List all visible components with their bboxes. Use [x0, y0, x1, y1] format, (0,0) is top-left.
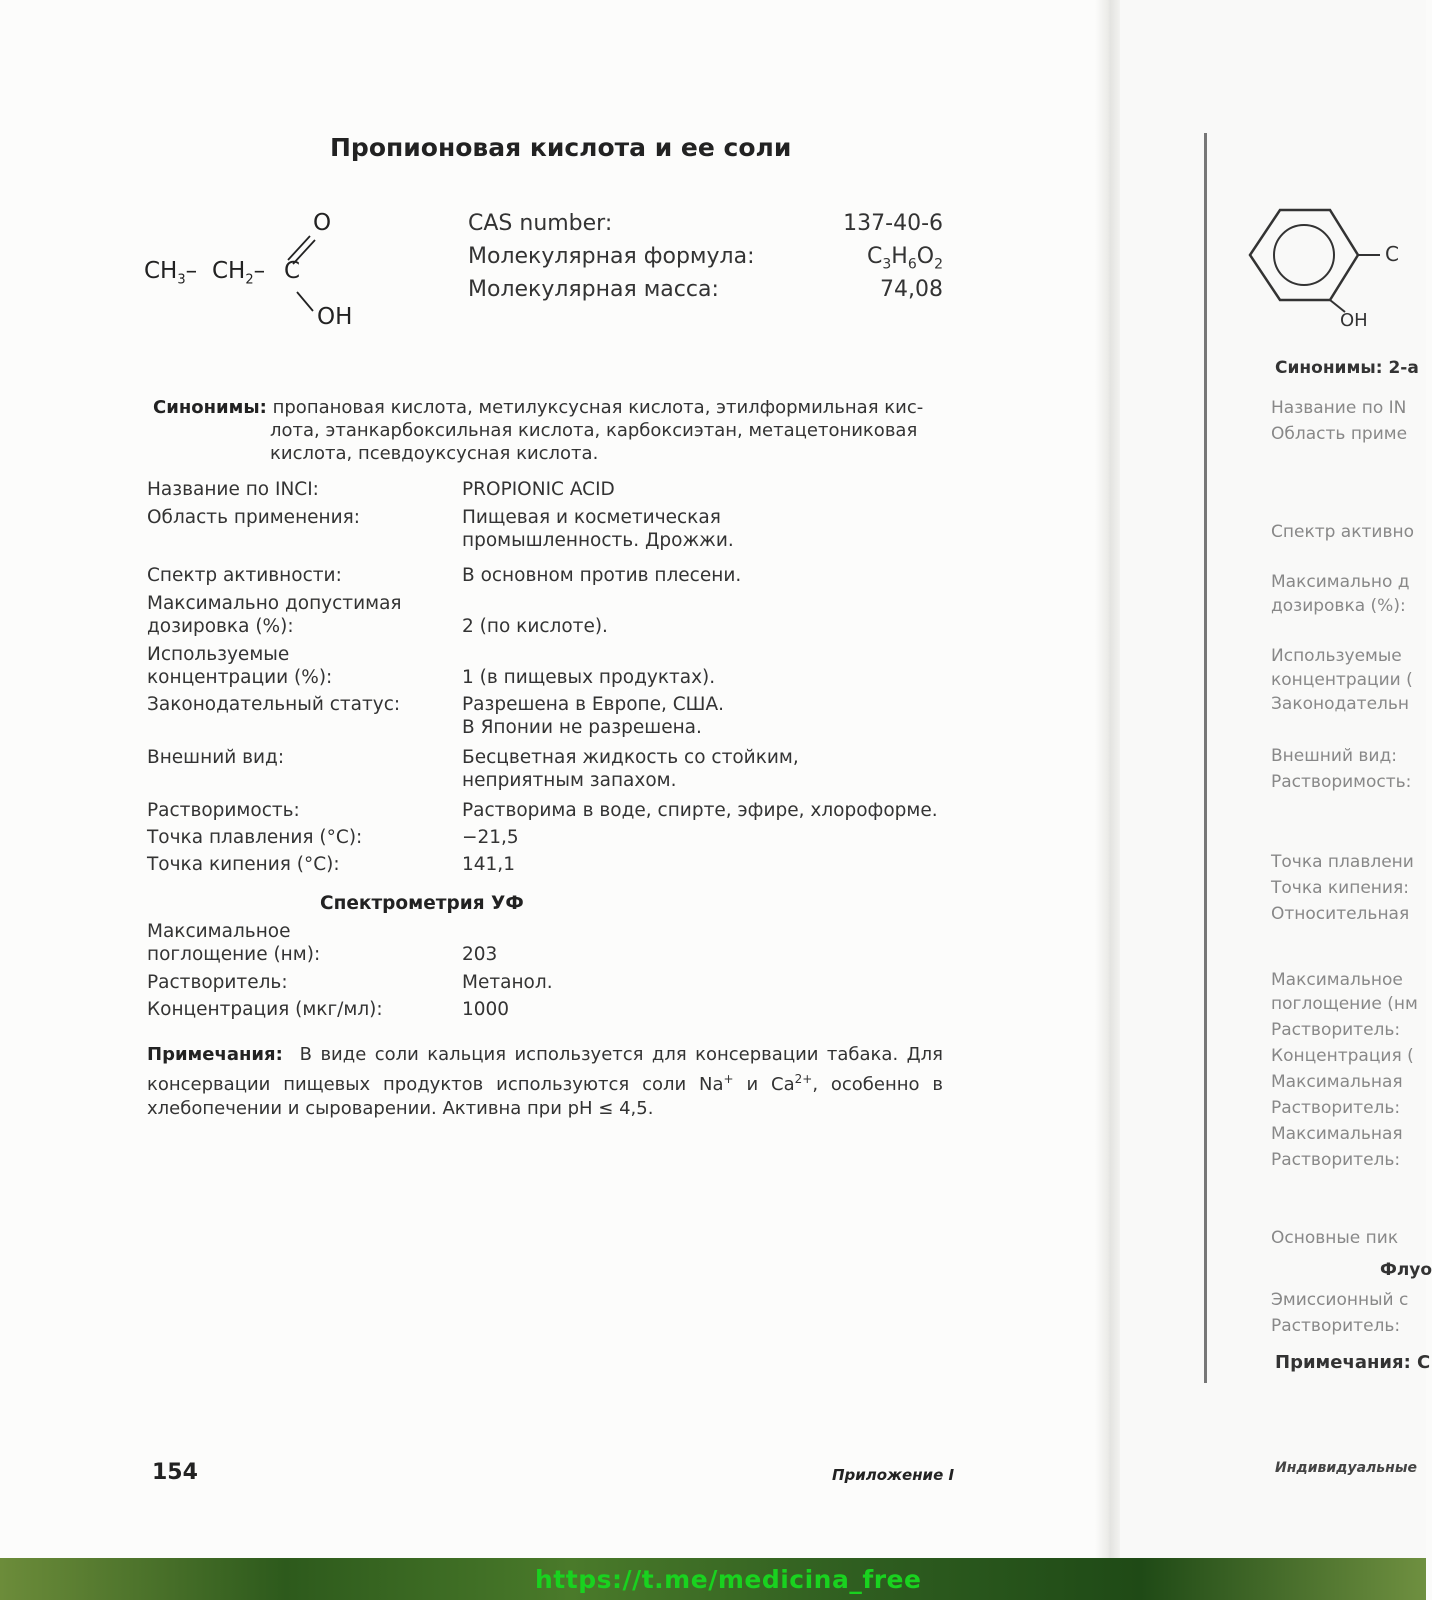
- rp-line: Растворитель:: [1271, 1098, 1401, 1118]
- field-value: 141,1: [462, 854, 515, 875]
- formula-ch2: $CH_2-$: [212, 258, 266, 288]
- field-value: Бесцветная жидкость со стойким, неприятным запахом.: [462, 747, 799, 791]
- notes-text-3: , особенно в хлебопечении и сыроварении. Активна при pH ≤ 4,5.: [147, 1074, 943, 1119]
- notes-text-2: и Ca: [733, 1074, 795, 1095]
- notes-sup-2: 2+: [794, 1072, 813, 1086]
- rp-line: Основные пик: [1271, 1228, 1399, 1248]
- rp-line: Максимальное: [1271, 970, 1403, 990]
- prop-mass: [468, 277, 943, 310]
- field-value: В основном против плесени.: [462, 565, 742, 586]
- prop-formula: [468, 244, 943, 277]
- rp-line: Точка кипения:: [1271, 878, 1409, 898]
- rp-line: Используемые: [1271, 646, 1402, 666]
- formula-hydroxyl: OH: [317, 304, 353, 330]
- formula-oxygen: O: [313, 210, 332, 236]
- field-value: Метанол.: [462, 972, 553, 993]
- field-key: Концентрация (мкг/мл):: [147, 999, 383, 1020]
- field-value: Растворима в воде, спирте, эфире, хлороформе.: [462, 800, 938, 821]
- prop-cas: [468, 211, 943, 244]
- synonyms-heading: Синонимы:: [153, 397, 267, 418]
- rp-line: Название по IN: [1271, 398, 1407, 418]
- properties-block: [468, 211, 943, 310]
- field-key: Законодательный статус:: [147, 694, 401, 715]
- rp-line: Эмиссионный с: [1271, 1290, 1409, 1310]
- right-page-structure: [1240, 200, 1426, 340]
- prop-value: $C_3H_6O_2$: [866, 244, 943, 273]
- rp-line: Область приме: [1271, 424, 1408, 444]
- prop-label: Молекулярная масса:: [468, 277, 719, 302]
- page-gutter: [1095, 0, 1123, 1560]
- uv-heading: Спектрометрия УФ: [320, 893, 524, 914]
- notes-text-1: В виде соли кальция используется для консервации табака. Для консервации пищевых продуктов используются соли Na: [147, 1044, 943, 1095]
- prop-label: CAS number:: [468, 211, 613, 236]
- rp-running-title: Индивидуальные: [1275, 1460, 1417, 1476]
- field-key: Растворимость:: [147, 800, 300, 821]
- single-bond-oh: [297, 292, 313, 311]
- rp-line: Примечания: С: [1275, 1352, 1431, 1373]
- field-value: −21,5: [462, 827, 519, 848]
- field-key: Точка плавления (°С):: [147, 827, 363, 848]
- rp-line: поглощение (нм: [1271, 994, 1418, 1014]
- field-value: 1000: [462, 999, 510, 1020]
- rp-line: Растворитель:: [1271, 1316, 1401, 1336]
- rp-line: Синонимы: 2-а: [1275, 358, 1419, 378]
- rp-line: Относительная: [1271, 904, 1410, 924]
- rp-line: Концентрация (: [1271, 1046, 1414, 1066]
- prop-value: 74,08: [880, 277, 943, 302]
- right-page-rule: [1204, 133, 1207, 1383]
- page-number: 154: [152, 1460, 198, 1485]
- rp-line: Точка плавлени: [1271, 852, 1414, 872]
- rp-line: Максимально д: [1271, 572, 1410, 592]
- rp-line: Растворитель:: [1271, 1150, 1401, 1170]
- field-key: Максимальное поглощение (нм):: [147, 921, 321, 965]
- prop-label: Молекулярная формула:: [468, 244, 755, 269]
- synonyms-line-3: кислота, псевдоуксусная кислота.: [270, 443, 599, 464]
- footer-url[interactable]: https://t.me/medicina_free: [535, 1565, 922, 1594]
- rp-line: Внешний вид:: [1271, 746, 1397, 766]
- rp-line: дозировка (%):: [1271, 596, 1406, 616]
- rp-line: Законодательн: [1271, 694, 1410, 714]
- structural-formula: [140, 210, 380, 340]
- benzene-ring: [1250, 210, 1358, 300]
- formula-carbon: C: [284, 258, 301, 284]
- synonyms-line-1: пропановая кислота, метилуксусная кислота, этилформильная кис-: [272, 397, 924, 418]
- field-key: Спектр активности:: [147, 565, 342, 586]
- notes-sup-1: +: [723, 1072, 734, 1086]
- benzene-ring-inner: [1274, 225, 1334, 285]
- rp-line: Флуо: [1380, 1260, 1432, 1280]
- right-page: [1120, 0, 1432, 1560]
- field-value: 1 (в пищевых продуктах).: [462, 667, 716, 688]
- field-key: Используемые концентрации (%):: [147, 644, 333, 688]
- field-key: Растворитель:: [147, 972, 288, 993]
- prop-value: 137-40-6: [843, 211, 943, 236]
- rp-line: Растворитель:: [1271, 1020, 1401, 1040]
- rp-line: Спектр активно: [1271, 522, 1414, 542]
- field-key: Точка кипения (°С):: [147, 854, 340, 875]
- right-page-c: C: [1385, 242, 1399, 266]
- rp-line: Максимальная: [1271, 1072, 1403, 1092]
- field-key: Область применения:: [147, 507, 361, 528]
- notes: [147, 1043, 943, 1121]
- field-value: 203: [462, 944, 498, 965]
- formula-ch3: $CH_3-$: [144, 258, 198, 288]
- rp-line: Растворимость:: [1271, 772, 1412, 792]
- page-title: Пропионовая кислота и ее соли: [330, 133, 792, 162]
- field-value: Пищевая и косметическая промышленность. Дрожжи.: [462, 507, 734, 551]
- running-title: Приложение I: [832, 1466, 955, 1484]
- field-key: Внешний вид:: [147, 747, 285, 768]
- field-value: 2 (по кислоте).: [462, 616, 608, 637]
- field-key: Название по INCI:: [147, 479, 319, 500]
- synonyms: [153, 396, 933, 465]
- rp-line: концентрации (: [1271, 670, 1413, 690]
- field-value: PROPIONIC ACID: [462, 479, 615, 500]
- rp-line: Максимальная: [1271, 1124, 1403, 1144]
- notes-heading: Примечания:: [147, 1044, 283, 1065]
- right-page-oh: OH: [1340, 310, 1368, 331]
- synonyms-line-2: лота, этанкарбоксильная кислота, карбоксиэтан, метацетониковая: [270, 420, 918, 441]
- field-key: Максимально допустимая дозировка (%):: [147, 593, 402, 637]
- field-value: Разрешена в Европе, США. В Японии не разрешена.: [462, 694, 724, 738]
